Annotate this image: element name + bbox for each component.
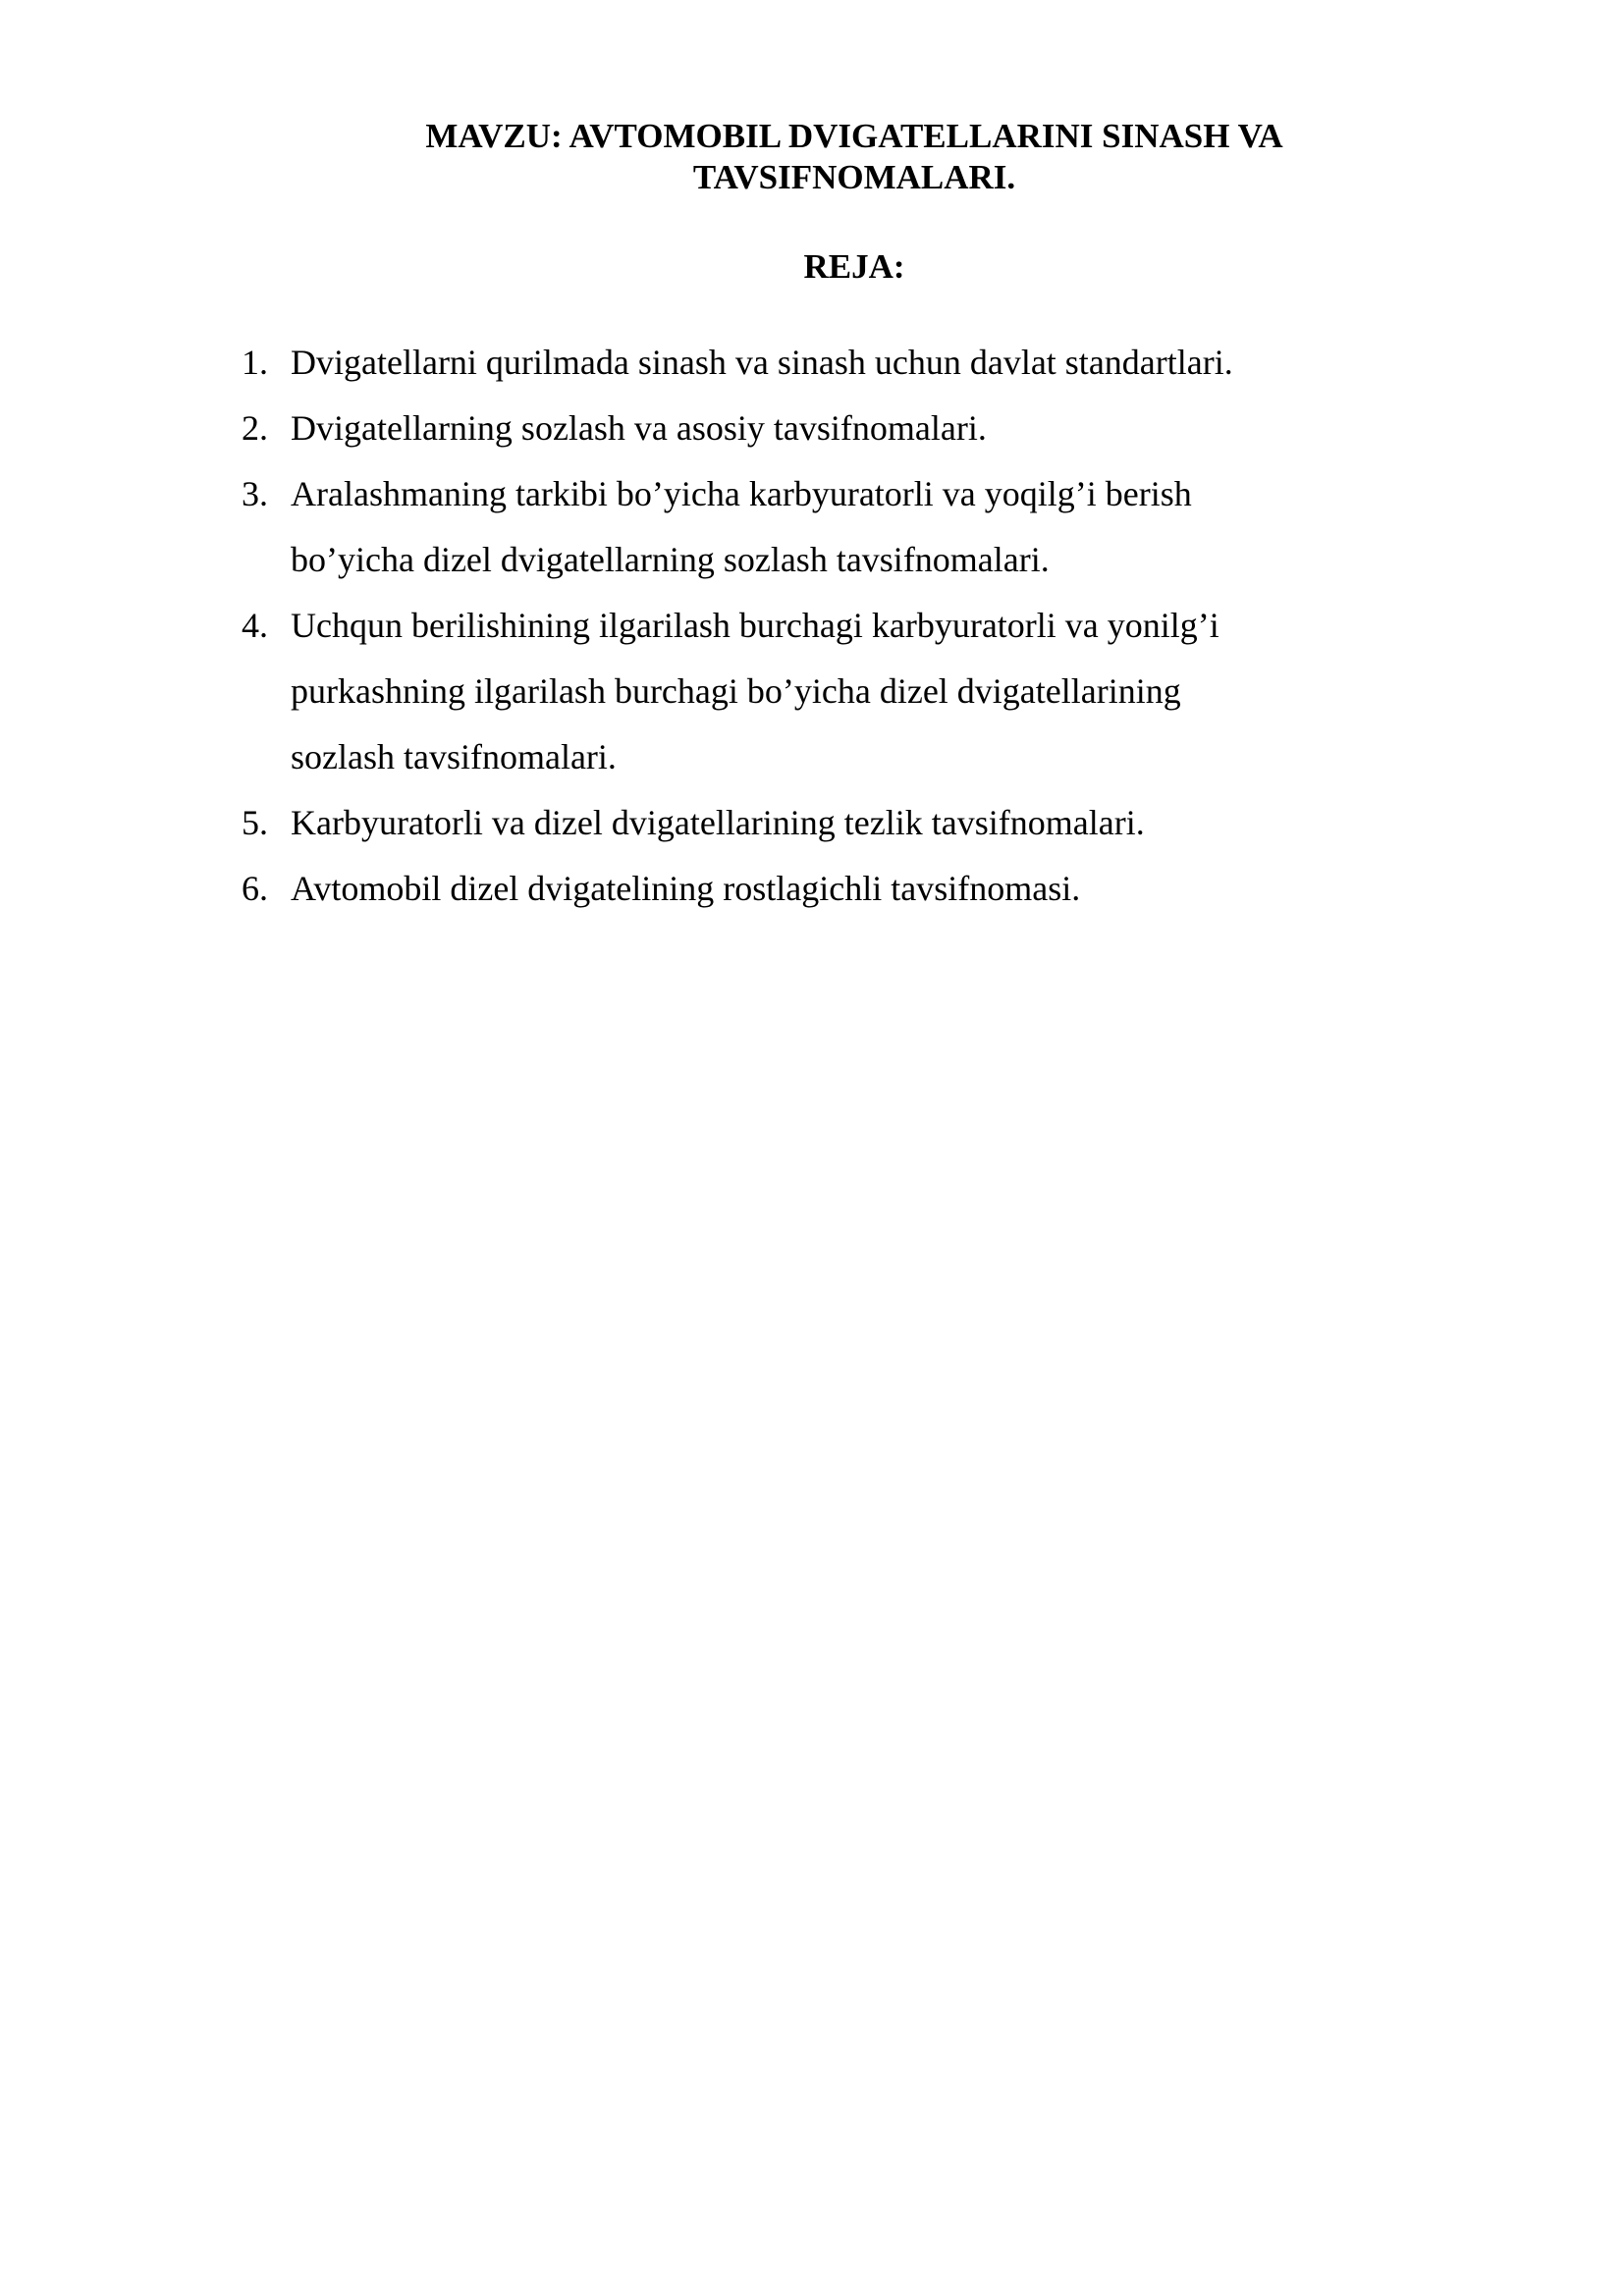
plan-item-number: 3. [242,474,268,513]
plan-item-4 [242,593,1459,790]
plan-item-text: bo’yicha dizel dvigatellarning sozlash tavsifnomalari. [291,540,1050,579]
plan-item-text: purkashning ilgarilash burchagi bo’yicha dizel dvigatellarining [291,671,1181,711]
plan-item-number: 4. [242,606,268,645]
document-title [245,116,1463,198]
plan-item-number: 2. [242,408,268,448]
plan-item-text: Avtomobil dizel dvigatelining rostlagichli tavsifnomasi. [291,869,1081,908]
plan-item-text: Aralashmaning tarkibi bo’yicha karbyuratorli va yoqilg’i berish [291,474,1192,513]
plan-item-number: 5. [242,803,268,842]
document-title-line-2: TAVSIFNOMALARI. [692,158,1016,196]
plan-item-2 [242,396,1459,461]
plan-item-number: 6. [242,869,268,908]
plan-item-6 [242,856,1459,922]
plan-item-3 [242,461,1459,593]
plan-item-text: Dvigatellarni qurilmada sinash va sinash uchun davlat standartlari. [291,343,1233,382]
plan-item-text: Dvigatellarning sozlash va asosiy tavsifnomalari. [291,408,987,448]
plan-item-text: Uchqun berilishining ilgarilash burchagi karbyuratorli va yonilg’i [291,606,1219,645]
document-title-line-1: MAVZU: AVTOMOBIL DVIGATELLARINI SINASH VA [425,117,1283,155]
plan-item-1 [242,330,1459,396]
plan-item-text: sozlash tavsifnomalari. [291,737,617,776]
plan-item-text: Karbyuratorli va dizel dvigatellarining tezlik tavsifnomalari. [291,803,1145,842]
plan-item-number: 1. [242,343,268,382]
plan-heading: REJA: [803,247,905,286]
plan-item-5 [242,790,1459,856]
plan-list [242,330,1459,922]
